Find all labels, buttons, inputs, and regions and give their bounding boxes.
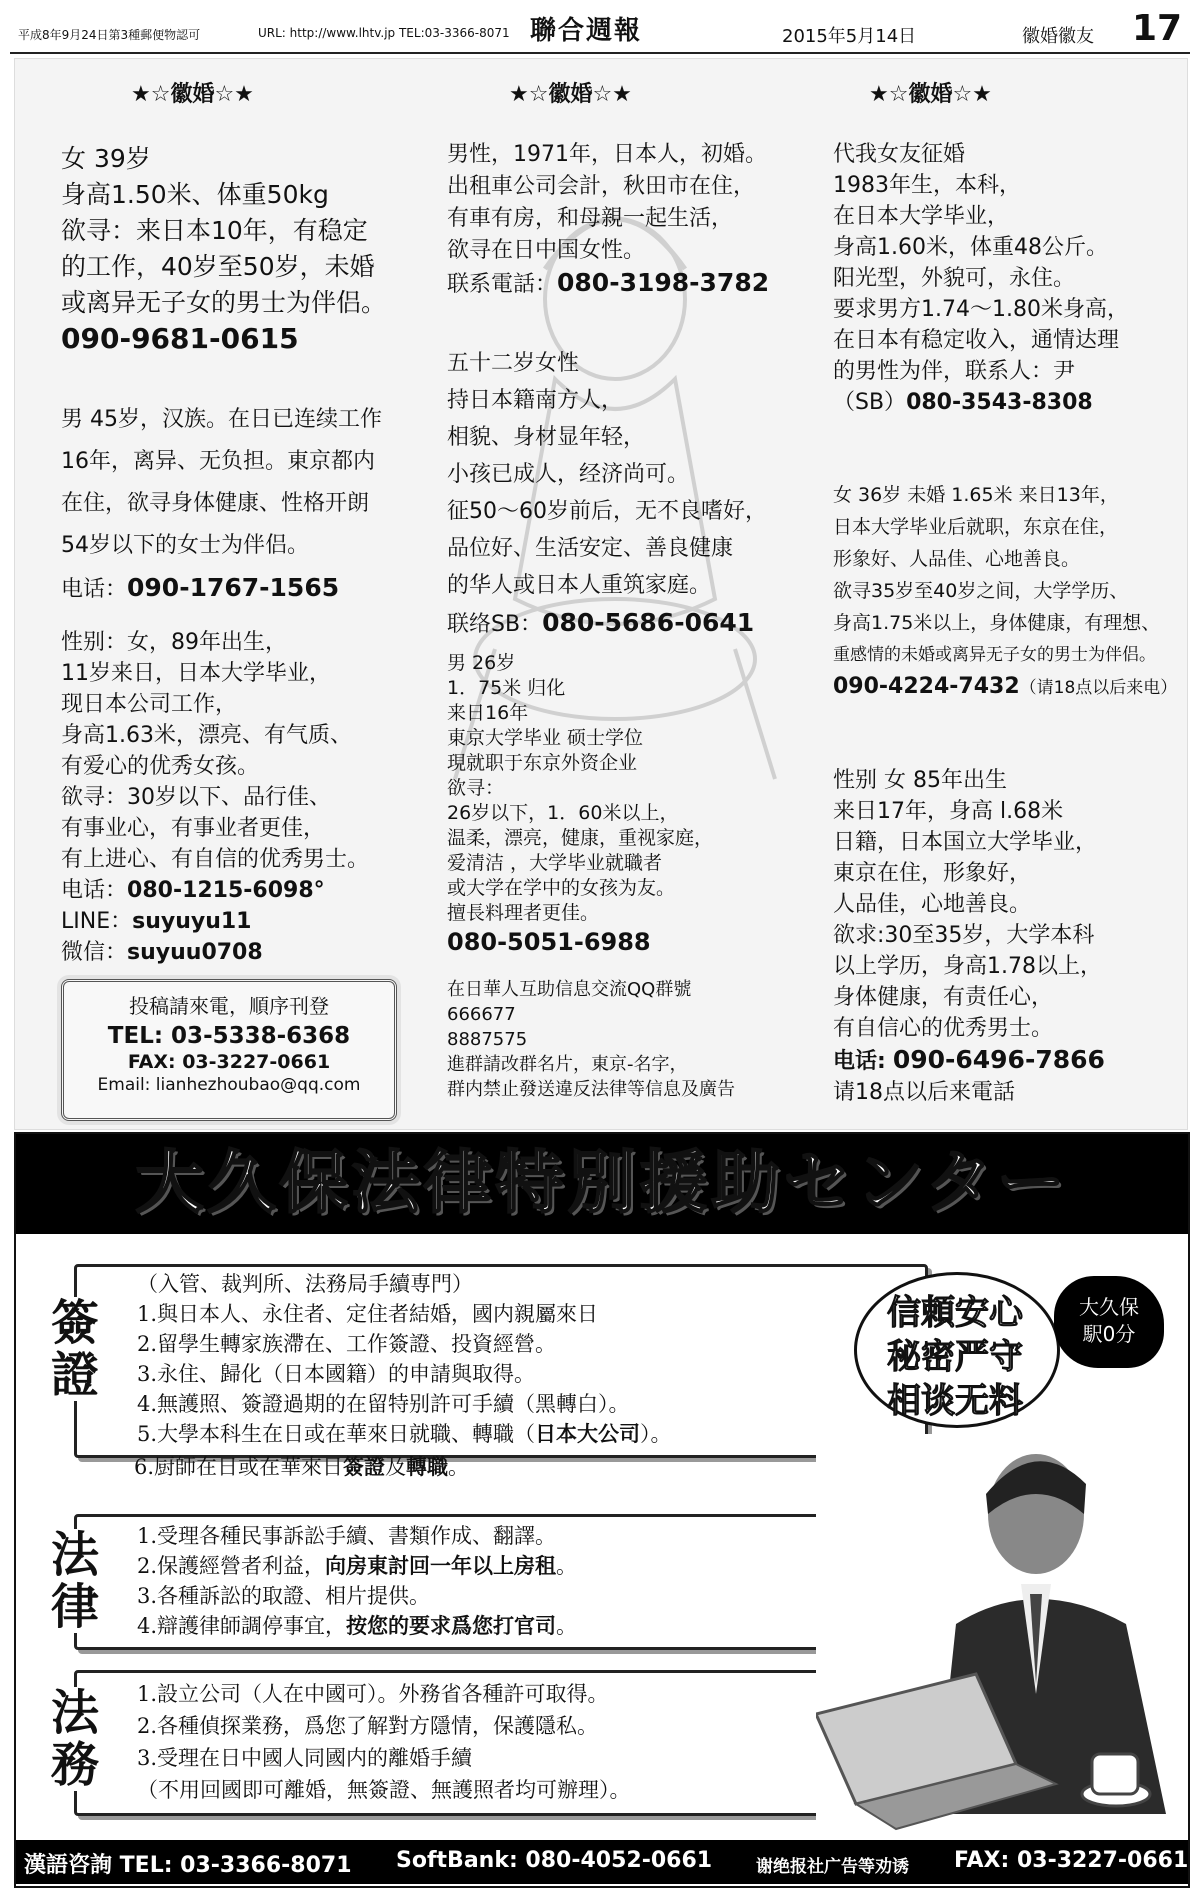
ad-phone-row [61,875,369,906]
personal-ad-7 [833,139,1129,418]
service-text: ）。 [640,1422,672,1446]
ad-text-line: 有車有房，和母親一起生活， [447,206,734,231]
newspaper-title: 聯合週報 [530,16,643,46]
businessman-photo [816,1434,1184,1834]
ad-note: 请18点以后来電話 [833,1080,1015,1105]
ad-text-line: 温柔，漂亮，健康，重视家庭， [447,827,714,849]
service-line [137,1419,672,1449]
phone-label: 电话: [833,1049,886,1074]
service-highlight: 轉職 [406,1454,449,1479]
service-line: 1.與日本人、永住者、定住者結婚，國内親屬來日 [137,1302,599,1326]
ad-text-line: 身高1.75米以上，身体健康，有理想、 [833,612,1161,634]
ad-text-line: 欲寻35岁至40岁之间，大学学历、 [833,580,1129,602]
ad-phone-row [833,671,1177,704]
postal-permit: 平成8年9月24日第3種郵便物認可 [18,28,201,42]
ad-phone: 090-1767-1565 [127,573,340,602]
phone-label: 联系電話： [447,272,558,297]
ad-text-line: 来日17年，身高 l.68米 [833,799,1064,824]
affairs-label-text: 法務 [50,1685,99,1793]
ad-text-line: 欲寻在日中国女性。 [447,238,646,263]
column-heading: ★☆徽婚☆★ [131,82,254,107]
ad-text-line: 在日本大学毕业， [833,204,1010,229]
personal-ad-4 [447,139,769,301]
ad-text-line: 形象好、人品佳、心地善良。 [833,548,1081,570]
ad-text-line: 東京大学毕业 硕士学位 [447,727,644,749]
service-line: 1.設立公司（人在中國可）。外務省各種許可取得。 [137,1682,609,1706]
ad-text-line: 日本大学毕业后就职，东京在住， [833,516,1119,538]
ad-text-line: 品位好、生活安定、善良健康 [447,536,734,561]
ad-text-line: 代我女友征婚 [833,142,966,167]
service-line: 2.各種偵探業務，爲您了解對方隱情，保護隱私。 [137,1714,599,1738]
ad-text-line: 16年，离异、无负担。東京都内 [61,449,375,474]
service-text: 。 [556,1614,578,1638]
ad-text-line: 要求男方1.74～1.80米身高， [833,297,1129,322]
contact-email: Email: lianhezhoubao@qq.com [97,1075,361,1095]
service-highlight: 向房東討回一年以上房租 [325,1554,557,1578]
wechat-id: suyuu0708 [127,940,263,965]
ad-phone-row [447,267,769,301]
ad-phone-row [833,387,1129,418]
legal-services-box [50,1514,928,1650]
ad-text-line: 现日本公司工作， [61,692,238,717]
ad-text-line: 或离异无子女的男士为伴侣。 [61,288,387,317]
service-text: 5.大學本科生在日或在華來日就職、轉職（ [137,1422,536,1446]
ad-text-line: 女 36岁 未婚 1.65米 来日13年， [833,484,1119,506]
ad-phone: 090-4224-7432 [833,674,1020,699]
ad-text-line: 男性，1971年，日本人，初婚。 [447,142,767,167]
qq-text-line: 進群請改群名片，東京-名字， [447,1054,688,1075]
law-label [43,1529,107,1633]
ad-text-line: 五十二岁女性 [447,351,580,376]
submission-note: 投稿請來電，順序刊登 [129,994,329,1018]
service-highlight: 日本大公司 [535,1422,641,1446]
ad-text-line: 1．75米 归化 [447,677,566,699]
ad-text-line: 欲求:30至35岁，大学本科 [833,923,1095,948]
wechat-label: 微信： [61,940,128,965]
banner-title-text: 大久保法律特別援助センター [135,1144,1069,1223]
ad-text-line: 身高1.50米、体重50kg [61,180,329,209]
service-line: 3.受理在日中國人同國内的離婚手續 [137,1746,473,1770]
ad-text-line: 身高1.60米，体重48公斤。 [833,235,1108,260]
newspaper-page [10,8,1190,1884]
ad-phone-row [447,604,767,643]
ad-text-line: 現就职于东京外资企业 [447,752,638,774]
ad-text-line: 欲寻： [447,777,505,799]
service-text: 6.厨師在日或在華來日 [134,1455,344,1479]
phone-label: （SB） [833,390,907,415]
service-line: （入管、裁判所、法務局手續専門） [137,1272,473,1296]
service-text: 及 [385,1455,407,1479]
line-id: suyuyu11 [132,909,252,934]
service-line: 2.留學生轉家族滯在、工作簽證、投資經營。 [137,1332,557,1356]
ad-phone: 080-3543-8308 [906,390,1093,415]
station-name: 大久保 [1079,1295,1139,1319]
ad-text-line: 有上进心、有自信的优秀男士。 [61,847,370,872]
station-badge [1054,1276,1164,1368]
ad-text-line: 11岁来日，日本大学毕业， [61,661,331,686]
ad-phone: 080-5686-0641 [542,608,755,637]
ad-text-line: 身体健康，有责任心， [833,985,1054,1010]
ad-text-line: 持日本籍南方人， [447,388,624,413]
service-line: 3.各種訴訟的取證、相片提供。 [137,1584,431,1608]
qq-text-line: 666677 [447,1004,516,1025]
visa-label [43,1297,107,1401]
ad-phone-row [61,567,382,611]
ad-text-line: 在日本有稳定收入，通情达理 [833,328,1120,353]
ad-phone: 090-6496-7866 [892,1045,1105,1074]
visa-services-box [50,1264,928,1458]
service-line [137,1611,577,1641]
ad-phone-row [833,1044,1105,1077]
ad-phone: 080-5051-6988 [447,928,651,956]
ad-phone: 090-9681-0615 [61,322,299,355]
qq-group-notice [447,977,735,1102]
service-text: 。 [556,1554,578,1578]
phone-label: 电话： [61,577,128,602]
ad-text-line: 在住，欲寻身体健康、性格开朗 [61,491,370,516]
station-distance: 駅0分 [1082,1322,1136,1346]
service-line: 1.受理各種民事訴訟手續、書類作成、翻譯。 [137,1524,557,1548]
submission-contact-box [61,979,397,1121]
visa-label-text: 簽證 [50,1295,99,1403]
service-highlight: 按您的要求爲您打官司 [346,1614,557,1638]
ad-text-line: 的工作，40岁至50岁，未婚 [61,252,375,281]
personal-ad-6 [447,651,713,958]
personal-ad-3 [61,627,369,968]
ad-text-line: 有事业心，有事业者更佳， [61,816,326,841]
ad-text-line: 有自信心的优秀男士。 [833,1016,1054,1041]
ad-text-line: 以上学历，身高1.78以上， [833,954,1102,979]
service-line: （不用回國即可離婚，無簽證、無護照者均可辦理）。 [137,1778,631,1802]
qq-text-line: 在日華人互助信息交流QQ群號 [447,979,692,1000]
personal-ad-8 [833,479,1177,704]
ad-text-line: 出租車公司会計，秋田市在住， [447,174,756,199]
ad-note: （请18点以后来电） [1019,678,1178,698]
phone-label: 联络SB： [447,612,543,637]
ad-phone: 080-1215-6098° [127,878,325,903]
banner-footer [16,1840,1188,1884]
ad-text-line: 小孩已成人，经济尚可。 [447,462,690,487]
section-name: 徽婚徽友 [1022,26,1094,47]
column-heading: ★☆徽婚☆★ [869,82,992,107]
service-text: 2.保護經營者利益， [137,1554,326,1578]
law-office-ad [14,1132,1190,1888]
service-line: 3.永住、歸化（日本國籍）的申請與取得。 [137,1362,536,1386]
ad-text-line: 爱清洁 ，大学毕业就職者 [447,852,663,874]
legal-affairs-box [50,1670,928,1816]
ad-text-line: 女 39岁 [61,144,151,173]
ad-text-line: 相貌、身材显年轻， [447,425,646,450]
personal-ad-5 [447,345,767,643]
ad-text-line: 欲寻：30岁以下、品行佳、 [61,785,331,810]
personal-ad-1 [61,141,386,357]
footer-note: 谢绝报社广告等劝诱 [756,1857,909,1877]
line-id-row [61,906,369,937]
wechat-row [61,937,369,968]
ad-text-line: 身高1.63米，漂亮、有气质、 [61,723,352,748]
footer-softbank: SoftBank: 080-4052-0661 [396,1848,713,1873]
ad-text-line: 来日16年 [447,702,529,724]
ad-text-line: 日籍，日本国立大学毕业， [833,830,1098,855]
service-text: 。 [448,1455,470,1479]
service-text: 4.辯護律師調停事宜， [137,1614,347,1638]
ad-text-line: 54岁以下的女士为伴侣。 [61,533,309,558]
footer-fax: FAX: 03-3227-0661 [954,1848,1189,1873]
ad-text-line: 或大学在学中的女孩为友。 [447,877,676,899]
personal-ads-panel [14,58,1188,1130]
ad-text-line: 的男性为伴，联系人：尹 [833,359,1076,384]
banner-title [16,1134,1188,1234]
ad-text-line: 1983年生，本科， [833,173,1021,198]
contact-fax: FAX: 03-3227-0661 [127,1051,331,1073]
ad-text-line: 重感情的未婚或离异无子女的男士为伴侣。 [833,645,1156,665]
ad-phone: 080-3198-3782 [557,268,770,297]
service-line [137,1551,577,1581]
service-line: 4.無護照、簽證過期的在留特别許可手續（黑轉白）。 [137,1392,630,1416]
column-heading: ★☆徽婚☆★ [509,82,632,107]
contact-tel: TEL: 03-5338-6368 [107,1023,351,1049]
ad-text-line: 東京在住，形象好， [833,861,1032,886]
ad-text-line: 擅長料理者更佳。 [447,902,600,924]
service-line [134,1452,469,1482]
slogan-line: 信頼安心 [887,1293,1023,1333]
ad-text-line: 有爱心的优秀女孩。 [61,754,260,779]
personal-ad-9 [833,765,1105,1108]
ad-text-line: 征50～60岁前后，无不良嗜好， [447,499,767,524]
page-header [10,8,1190,54]
slogan-line: 相谈无料 [887,1381,1023,1421]
ad-text-line: 人品佳，心地善良。 [833,892,1032,917]
ad-text-line: 男 45岁，汉族。在日已连续工作 [61,407,382,432]
ad-text-line: 26岁以下，1．60米以上， [447,802,679,824]
ad-text-line: 阳光型，外貌可，永住。 [833,266,1076,291]
slogan-line: 秘密严守 [887,1337,1023,1377]
affairs-label [43,1687,107,1791]
qq-text-line: 群内禁止發送違反法律等信息及廣告 [447,1079,735,1100]
ad-text-line: 男 26岁 [447,652,516,674]
slogan-bubble [854,1272,1060,1428]
page-number: 17 [1132,8,1183,49]
ad-text-line: 性别：女，89年出生， [61,630,287,655]
phone-label: 电话： [61,878,128,903]
line-label: LINE： [61,909,133,934]
personal-ad-2 [61,399,382,611]
ad-text-line: 的华人或日本人重筑家庭。 [447,573,712,598]
header-url: URL: http://www.lhtv.jp TEL:03-3366-8071 [258,26,510,40]
qq-text-line: 8887575 [447,1029,528,1050]
footer-tel: 漢語咨詢 TEL: 03-3366-8071 [24,1853,352,1878]
ad-text-line: 欲寻：来日本10年，有稳定 [61,216,368,245]
issue-date: 2015年5月14日 [782,26,917,47]
ad-text-line: 性别 女 85年出生 [833,768,1007,793]
law-label-text: 法律 [50,1527,99,1635]
service-highlight: 簽證 [343,1454,386,1479]
